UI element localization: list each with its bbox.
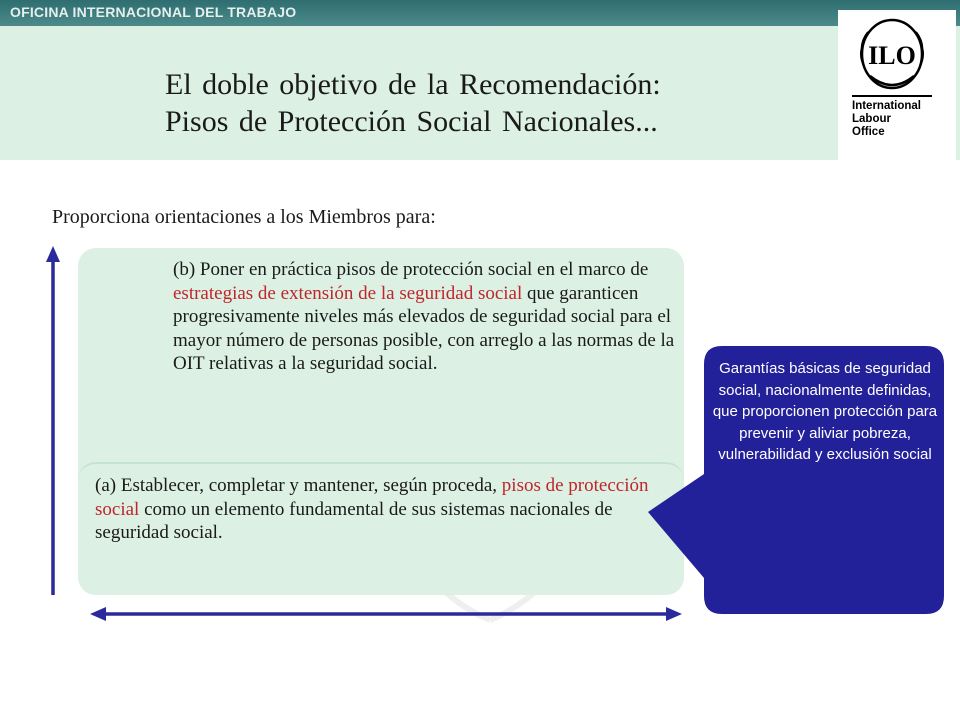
objective-b-part-2: que garanticen progresivamente niveles más elevados de seguridad social para el mayor número de personas posible, con arreglo a las normas de la OIT relativas a la seguridad social. [173, 282, 675, 374]
objective-a-highlight: pisos de protección social [95, 475, 649, 520]
title-line-2: Pisos de Protección Social Nacionales... [165, 105, 658, 138]
objective-b-part-1: (b) Poner en práctica pisos de protección social en el marco de [173, 259, 649, 280]
objective-b-highlight: estrategias de extensión de la seguridad social [173, 282, 523, 304]
organization-name: OFICINA INTERNACIONAL DEL TRABAJO [10, 4, 297, 20]
logo-line-1: International [852, 100, 922, 112]
callout-text: Garantías básicas de seguridad social, nacionalmente definidas, que proporcionen protección para prevenir y aliviar pobreza, vulnerabilidad y exclusión social [712, 360, 938, 463]
ilo-emblem-letters: ILO [868, 41, 916, 70]
intro-text: Proporciona orientaciones a los Miembros para: [52, 206, 436, 228]
logo-line-3: Office [852, 126, 885, 138]
title-line-1: El doble objetivo de la Recomendación: [165, 68, 661, 101]
objective-a-part-1: (a) Establecer, completar y mantener, según proceda, [95, 475, 502, 496]
logo-line-2: Labour [852, 113, 891, 125]
objective-a-part-2: como un elemento fundamental de sus sistemas nacionales de seguridad social. [95, 498, 613, 543]
